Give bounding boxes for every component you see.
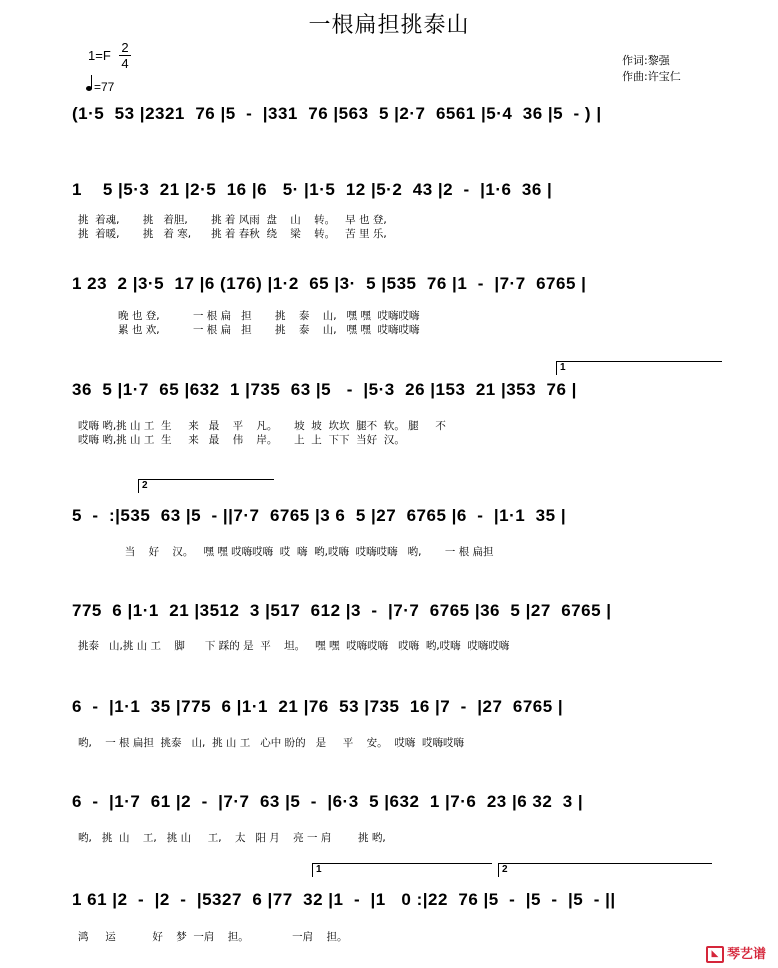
time-signature-top: 2 [121, 40, 129, 55]
lyric-line-verse-2: 累 也 欢, 一 根 扁 担 挑 泰 山, 嘿 嘿 哎嗨哎嗨 [78, 324, 420, 336]
volta-bracket-1-edge [312, 863, 313, 877]
time-signature-bottom: 4 [121, 56, 129, 71]
volta-label-1: 1 [560, 362, 566, 373]
notation-line: 1 61 |2 - |2 - |5327 6 |77 32 |1 - |1 0 :|22 76 |5 - |5 - |5 - || [72, 890, 616, 909]
tempo-marking [86, 80, 114, 94]
time-signature [118, 40, 132, 71]
volta-bracket-2-edge [138, 479, 139, 493]
lyric-line-verse-2: 挑 着暖, 挑 着 寒, 挑 着 春秋 绕 梁 转。 苦 里 乐, [78, 228, 387, 240]
lyric-line-verse-1: 哎嗨 哟,挑 山 工 生 来 最 平 凡。 坡 坡 坎坎 腿不 软。 腿 不 [78, 420, 446, 432]
composer-credit: 作曲:许宝仁 [622, 70, 681, 83]
notation-line: 6 - |1·1 35 |775 6 |1·1 21 |76 53 |735 16 |7 - |27 6765 | [72, 697, 564, 716]
lyric-line: 哟, 挑 山 工, 挑 山 工, 太 阳 月 亮 一 肩 挑 哟, [78, 832, 386, 844]
notation-line: (1·5 53 |2321 76 |5 - |331 76 |563 5 |2·7 6561 |5·4 36 |5 - ) | [72, 104, 602, 123]
tempo-value: =77 [94, 80, 115, 94]
notation-line: 775 6 |1·1 21 |3512 3 |517 612 |3 - |7·7 6765 |36 5 |27 6765 | [72, 601, 612, 620]
lyric-line: 哟, 一 根 扁担 挑泰 山, 挑 山 工 心中 盼的 是 平 安。 哎嗨 哎嗨哎嗨 [78, 737, 464, 749]
notation-line: 36 5 |1·7 65 |632 1 |735 63 |5 - |5·3 26 |153 21 |353 76 | [72, 380, 577, 399]
volta-bracket-1 [556, 361, 722, 362]
volta-label-2: 2 [142, 480, 148, 491]
site-watermark [706, 943, 766, 963]
lyric-line-verse-1: 晚 也 登, 一 根 扁 担 挑 泰 山, 嘿 嘿 哎嗨哎嗨 [78, 310, 420, 322]
watermark-text: 琴艺谱 [727, 947, 767, 962]
volta-bracket-2 [138, 479, 274, 480]
volta-bracket-1-edge [556, 361, 557, 375]
notation-line: 6 - |1·7 61 |2 - |7·7 63 |5 - |6·3 5 |632 1 |7·6 23 |6 32 3 | [72, 792, 584, 811]
notation-line: 1 5 |5·3 21 |2·5 16 |6 5· |1·5 12 |5·2 43 |2 - |1·6 36 | [72, 180, 553, 199]
volta-label-2: 2 [502, 864, 508, 875]
lyric-line: 挑泰 山,挑 山 工 脚 下 踩的 是 平 坦。 嘿 嘿 哎嗨哎嗨 哎嗨 哟,哎嗨 哎嗨哎嗨 [78, 640, 510, 652]
volta-label-1: 1 [316, 864, 322, 875]
lyricist-credit: 作词:黎强 [622, 54, 670, 67]
volta-bracket-1 [312, 863, 492, 864]
logo-icon: ◣ [706, 946, 724, 963]
notation-line: 1 23 2 |3·5 17 |6 (176) |1·2 65 |3· 5 |535 76 |1 - |7·7 6765 | [72, 274, 587, 293]
lyric-line-verse-1: 挑 着魂, 挑 着胆, 挑 着 风雨 盘 山 转。 早 也 登, [78, 214, 387, 226]
notation-line: 5 - :|535 63 |5 - ||7·7 6765 |3 6 5 |27 6765 |6 - |1·1 35 | [72, 506, 567, 525]
lyric-line-verse-2: 哎嗨 哟,挑 山 工 生 来 最 伟 岸。 上 上 下下 当好 汉。 [78, 434, 405, 446]
volta-bracket-2-edge [498, 863, 499, 877]
lyric-line: 鸿 运 好 梦 一肩 担。 一肩 担。 [78, 931, 348, 943]
key-signature: 1=F [88, 48, 111, 63]
lyric-line: 当 好 汉。 嘿 嘿 哎嗨哎嗨 哎 嗨 哟,哎嗨 哎嗨哎嗨 哟, 一 根 扁担 [78, 546, 494, 558]
volta-bracket-2 [498, 863, 712, 864]
page-title: 一根扁担挑泰山 [308, 13, 470, 38]
quarter-note-icon [86, 86, 92, 91]
